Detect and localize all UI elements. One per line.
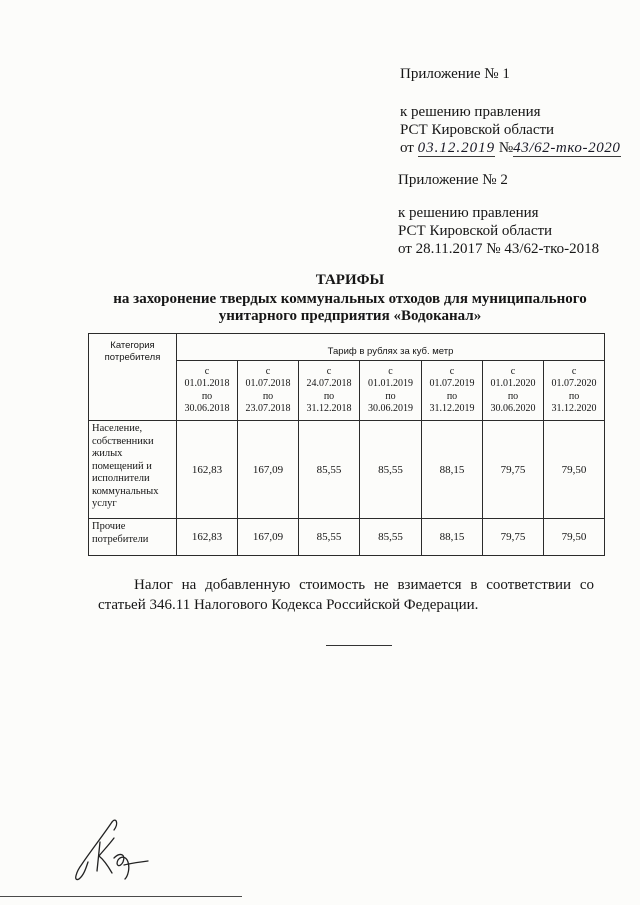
period-to-label: по [568, 390, 580, 402]
appendix-2-authority-line: РСТ Кировской области [398, 223, 553, 239]
appendix-2-reference-line: от 28.11.2017 № 43/62-тко-2018 [398, 241, 600, 257]
period-header [177, 361, 238, 421]
appendix-1-reference-line [400, 139, 621, 157]
bottom-rule [0, 896, 242, 897]
tariff-value: 79,50 [544, 421, 605, 519]
period-from-date: 01.07.2019 [429, 378, 475, 389]
appendix-1-title: Приложение № 1 [400, 66, 510, 82]
tariff-value: 162,83 [177, 519, 238, 556]
table-row [89, 421, 605, 519]
separator-line [326, 645, 392, 646]
period-from-label: с [449, 365, 455, 377]
period-to-label: по [323, 390, 335, 402]
category-cell: Прочие потребители [89, 519, 177, 556]
tariff-value: 85,55 [299, 519, 360, 556]
appendix-1-decision-line: к решению правления [400, 104, 541, 120]
period-to-date: 30.06.2020 [490, 403, 536, 414]
period-to-date: 30.06.2019 [368, 403, 413, 414]
period-to-date: 23.07.2018 [245, 403, 291, 414]
period-header [299, 361, 360, 421]
period-from-label: с [326, 365, 332, 377]
period-to-label: по [507, 390, 519, 402]
period-header [544, 361, 605, 421]
tariff-value: 79,75 [483, 519, 544, 556]
period-header [238, 361, 299, 421]
period-from-label: с [204, 365, 210, 377]
tariff-header: Тариф в рублях за куб. метр [177, 334, 605, 361]
category-header: Категория потребителя [89, 334, 177, 421]
period-header [422, 361, 483, 421]
tariff-value: 167,09 [238, 519, 299, 556]
tariff-value: 85,55 [360, 519, 422, 556]
period-from-label: с [571, 365, 577, 377]
period-header [360, 361, 422, 421]
period-header [483, 361, 544, 421]
period-to-label: по [385, 390, 396, 402]
appendix-1-authority-line: РСТ Кировской области [400, 122, 555, 138]
appendix-2-title: Приложение № 2 [398, 172, 508, 188]
handwritten-number: 43/62-тко-2020 [513, 140, 621, 156]
number-prefix: № [498, 140, 514, 156]
tariff-table [88, 333, 605, 556]
table-row [89, 519, 605, 556]
handwritten-date: 03.12.2019 [417, 140, 496, 156]
heading-title: ТАРИФЫ [315, 272, 385, 288]
period-from-label: с [265, 365, 271, 377]
appendix-2-decision-line: к решению правления [398, 205, 539, 221]
period-to-label: по [446, 390, 458, 402]
period-to-date: 31.12.2019 [429, 403, 475, 414]
tariff-value: 88,15 [422, 519, 483, 556]
tariff-value: 79,50 [544, 519, 605, 556]
period-from-label: с [388, 365, 393, 377]
period-from-date: 24.07.2018 [306, 378, 352, 389]
heading-subtitle-line-1: на захоронение твердых коммунальных отходов для муниципального [113, 291, 587, 307]
period-to-date: 31.12.2020 [551, 403, 597, 414]
vat-note: Налог на добавленную стоимость не взимается в соответствии со статьей 346.11 Налогового Кодекса Российской Федерации. [98, 577, 594, 613]
appendix-2-block [398, 171, 599, 258]
tariff-value: 162,83 [177, 421, 238, 519]
period-from-date: 01.01.2020 [490, 378, 536, 389]
signature [68, 812, 154, 884]
category-cell: Население, собственники жилых помещений и исполнители коммунальных услуг [89, 421, 177, 519]
tariff-value: 79,75 [483, 421, 544, 519]
period-to-label: по [201, 390, 213, 402]
appendix-1-block [400, 65, 621, 157]
period-to-label: по [262, 390, 274, 402]
period-to-date: 30.06.2018 [184, 403, 230, 414]
tariff-value: 167,09 [238, 421, 299, 519]
period-from-date: 01.07.2020 [551, 378, 597, 389]
tariff-value: 85,55 [360, 421, 422, 519]
tariff-value: 85,55 [299, 421, 360, 519]
period-from-label: с [510, 365, 516, 377]
table-header-row [89, 334, 605, 361]
period-from-date: 01.01.2018 [184, 378, 230, 389]
tariff-value: 88,15 [422, 421, 483, 519]
heading-subtitle-line-2: унитарного предприятия «Водоканал» [218, 308, 482, 324]
period-from-date: 01.07.2018 [245, 378, 291, 389]
document-heading [60, 271, 640, 325]
period-from-date: 01.01.2019 [368, 378, 413, 389]
period-to-date: 31.12.2018 [306, 403, 352, 414]
date-prefix: от [400, 140, 414, 156]
